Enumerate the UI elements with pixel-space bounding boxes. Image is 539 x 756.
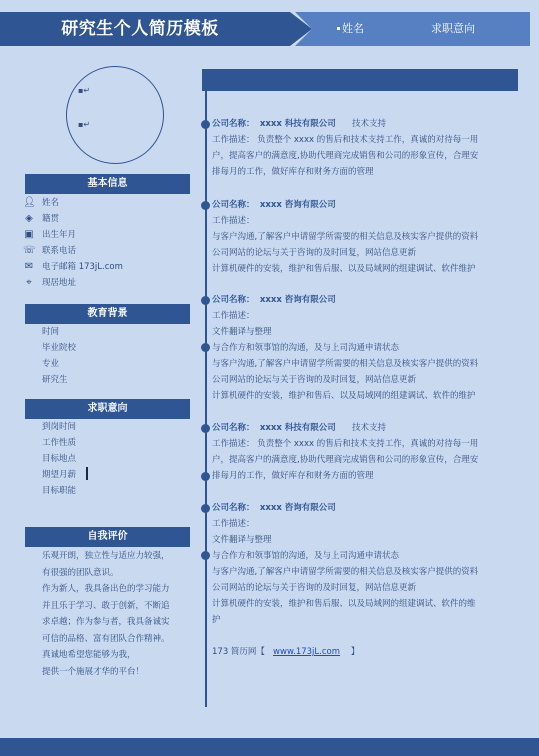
info-address: 现居地址 <box>42 278 77 288</box>
intent-type: 工作性质 <box>42 438 77 448</box>
self-eval-line: 可信的品格、富有团队合作精神。 <box>42 633 170 644</box>
calendar-icon: ▣ <box>24 229 34 240</box>
experience-line: 与合作方和领事馆的沟通，及与上司沟通申请状态 <box>212 343 400 353</box>
position: 技术支持 <box>352 423 387 433</box>
experience-line: 户，提高客户的满意度,协助代理商完成销售和公司的形象宣传，合理安 <box>212 151 479 161</box>
section-heading-education: 教育背景 <box>25 304 190 324</box>
edu-degree: 研究生 <box>42 375 68 385</box>
timeline-dot <box>201 472 210 481</box>
experience-company-line <box>212 116 522 132</box>
company-label: 公司名称： <box>212 503 255 513</box>
experience-line: 工作描述： 负责整个 xxxx 的售后和技术支持工作，真诚的对待每一用 <box>212 135 479 145</box>
company-label: 公司名称： <box>212 200 255 210</box>
self-eval-text <box>42 548 192 680</box>
self-eval-line: 有很强的团队意识。 <box>42 567 119 578</box>
intent-start: 到岗时间 <box>42 422 77 432</box>
text-cursor <box>86 467 88 480</box>
experience-block <box>212 420 522 484</box>
mail-icon: ✉ <box>24 261 34 272</box>
section-heading-job-intent: 求职意向 <box>25 399 190 419</box>
section-heading-self-eval: 自我评价 <box>25 527 190 547</box>
experience-line: 工作描述： 负责整个 xxxx 的售后和技术支持工作，真诚的对待每一用 <box>212 439 479 449</box>
experience-company-line <box>212 197 522 213</box>
timeline-dot <box>201 120 210 129</box>
experience-line: 护 <box>212 615 221 625</box>
experience-line: 计算机硬件的安装，维护和售后服、以及局域网的组建调试、软件的维 <box>212 599 476 609</box>
experience-line: 排每月的工作，做好库存和财务方面的管理 <box>212 471 374 481</box>
experience-company-line <box>212 500 522 516</box>
position: 技术支持 <box>352 119 387 129</box>
company-name: xxxx 科技有限公司 <box>259 119 336 129</box>
experience-line: 与合作方和领事馆的沟通，及与上司沟通申请状态 <box>212 551 400 561</box>
company-label: 公司名称： <box>212 119 255 129</box>
experience-line: 与客户沟通,了解客户申请留学所需要的相关信息及核实客户提供的资料 <box>212 359 479 369</box>
timeline-dot <box>201 551 210 560</box>
location-icon: ⌖ <box>26 277 32 288</box>
experience-line: 工作描述： <box>212 311 255 321</box>
timeline-dot <box>201 296 210 305</box>
header-job-label: 求职意向 <box>431 22 475 35</box>
section-heading-basic-info: 基本信息 <box>25 174 190 194</box>
company-label: 公司名称： <box>212 295 255 305</box>
intent-function: 目标职能 <box>42 486 77 496</box>
diamond-icon: ◈ <box>25 213 33 224</box>
edu-time: 时间 <box>42 327 60 337</box>
edu-major: 专业 <box>42 359 60 369</box>
experience-line: 计算机硬件的安装，维护和售后服、以及局域网的组建调试、软件维护 <box>212 264 476 274</box>
company-label: 公司名称： <box>212 423 255 433</box>
avatar-photo-placeholder[interactable] <box>66 66 164 164</box>
experience-heading-bar <box>202 69 518 91</box>
person-icon: 👤︎ <box>23 197 36 208</box>
self-eval-line: 真诚地希望您能够为我， <box>42 650 136 660</box>
self-eval-line: 求卓越；作为参与者，我具备诚实 <box>42 617 170 627</box>
self-eval-line: 提供一个施展才华的平台！ <box>42 666 145 677</box>
source-note <box>212 644 522 660</box>
experience-line: 公司网站的论坛与关于咨询的及时回复，网站信息更新 <box>212 375 417 385</box>
company-name: xxxx 咨询有限公司 <box>259 503 336 513</box>
company-name: xxxx 咨询有限公司 <box>259 295 336 305</box>
self-eval-line: 并且乐于学习、敢于创新，不断追 <box>42 600 170 611</box>
intent-location: 目标地点 <box>42 454 77 464</box>
experience-line: 户，提高客户的满意度,协助代理商完成销售和公司的形象宣传，合理安 <box>212 455 479 465</box>
experience-company-line <box>212 292 522 308</box>
info-phone: 联系电话 <box>42 246 77 256</box>
experience-block <box>212 116 522 180</box>
timeline-dot <box>201 343 210 352</box>
source-close: 】 <box>350 647 360 657</box>
experience-line: 文件翻译与整理 <box>212 327 272 337</box>
experience-block <box>212 292 522 404</box>
experience-line: 与客户沟通,了解客户申请留学所需要的相关信息及核实客户提供的资料 <box>212 232 479 242</box>
paragraph-mark-icon: ▪↵ <box>78 120 91 129</box>
info-email: 电子邮箱 173jL.com <box>42 262 123 272</box>
source-site: 173 简历网【 <box>212 647 265 657</box>
experience-line: 排每月的工作，做好库存和财务方面的管理 <box>212 167 374 177</box>
experience-block <box>212 500 522 628</box>
company-name: xxxx 咨询有限公司 <box>259 200 336 210</box>
timeline-dot <box>201 201 210 210</box>
header-name-bar <box>295 12 530 46</box>
header-name-label: 姓名 <box>342 22 364 35</box>
experience-line: 文件翻译与整理 <box>212 535 272 545</box>
info-birth: 出生年月 <box>42 230 77 240</box>
phone-icon: ☏ <box>23 245 36 256</box>
page-title: 研究生个人简历模板 <box>61 19 219 39</box>
experience-line: 工作描述： <box>212 216 255 226</box>
experience-line: 工作描述： <box>212 519 255 529</box>
company-name: xxxx 科技有限公司 <box>259 423 336 433</box>
paragraph-mark-icon: ▪↵ <box>78 86 91 95</box>
intent-salary: 期望月薪 <box>42 470 77 480</box>
edu-school: 毕业院校 <box>42 343 77 353</box>
footer-bar <box>0 738 539 756</box>
bullet-dot <box>337 27 340 30</box>
info-name: 姓名 <box>42 198 60 208</box>
experience-line: 计算机硬件的安装，维护和售后、以及局域网的组建调试、软件的维护 <box>212 391 476 401</box>
info-hometown: 籍贯 <box>42 214 60 224</box>
timeline-line <box>205 91 207 707</box>
experience-line: 公司网站的论坛与关于咨询的及时回复，网站信息更新 <box>212 583 417 593</box>
self-eval-line: 乐观开朗，独立性与适应力较强， <box>42 551 170 561</box>
experience-block <box>212 197 522 277</box>
timeline-dot <box>201 424 210 433</box>
experience-line: 与客户沟通,了解客户申请留学所需要的相关信息及核实客户提供的资料 <box>212 567 479 577</box>
timeline-dot <box>201 504 210 513</box>
experience-company-line <box>212 420 522 436</box>
source-link[interactable]: www.173jL.com <box>273 647 341 657</box>
self-eval-line: 作为新人，我具备出色的学习能力 <box>42 584 170 594</box>
experience-line: 公司网站的论坛与关于咨询的及时回复，网站信息更新 <box>212 248 417 258</box>
